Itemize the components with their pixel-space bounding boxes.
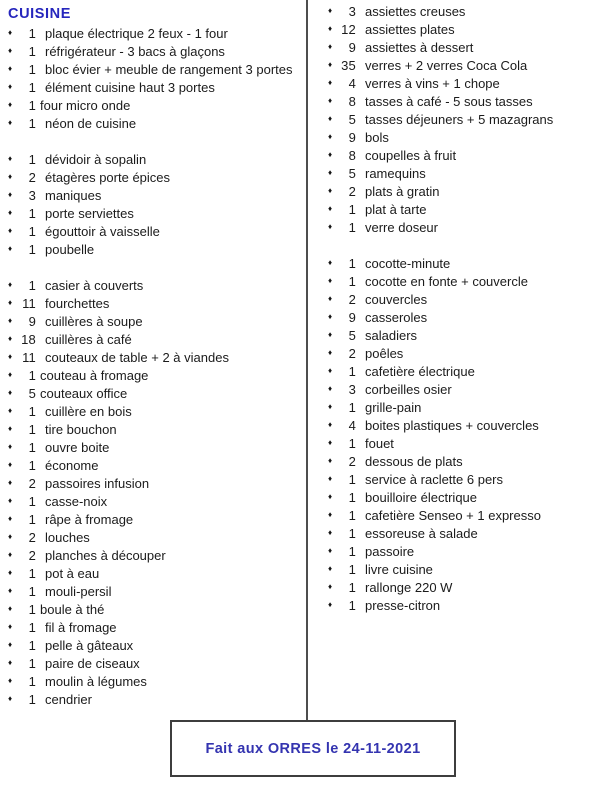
- bullet-diamond-icon: ♦: [8, 568, 13, 577]
- bullet-diamond-icon: ♦: [8, 298, 13, 307]
- item-qty: 18: [21, 331, 36, 347]
- item-label: cuillères à soupe: [45, 313, 143, 329]
- item-label: couteaux de table + 2 à viandes: [45, 349, 229, 365]
- list-item: [6, 510, 306, 528]
- item-qty: 1: [28, 655, 36, 671]
- item-qty: 8: [348, 93, 356, 109]
- list-item: [326, 182, 598, 200]
- item-label: couvercles: [365, 291, 428, 307]
- item-label: plaque électrique 2 feux - 1 four: [45, 25, 228, 41]
- item-label: cendrier: [45, 691, 92, 707]
- bullet-diamond-icon: ♦: [8, 208, 13, 217]
- list-item: [326, 470, 598, 488]
- item-label: fil à fromage: [45, 619, 117, 635]
- bullet-diamond-icon: ♦: [328, 60, 333, 69]
- item-label: dessous de plats: [365, 453, 463, 469]
- item-qty: 1: [28, 277, 36, 293]
- item-qty: 1: [28, 439, 36, 455]
- item-qty: 1: [348, 471, 356, 487]
- list-item: [6, 438, 306, 456]
- list-item: [326, 56, 598, 74]
- bullet-diamond-icon: ♦: [328, 150, 333, 159]
- item-qty: 1: [348, 399, 356, 415]
- item-label: presse-citron: [365, 597, 441, 613]
- item-label: four micro onde: [40, 97, 131, 113]
- item-label: pot à eau: [45, 565, 100, 581]
- item-label: réfrigérateur - 3 bacs à glaçons: [45, 43, 225, 59]
- bullet-diamond-icon: ♦: [8, 172, 13, 181]
- bullet-diamond-icon: ♦: [328, 96, 333, 105]
- item-label: plat à tarte: [365, 201, 427, 217]
- list-item: [326, 110, 598, 128]
- list-item: [326, 596, 598, 614]
- bullet-diamond-icon: ♦: [328, 276, 333, 285]
- list-item: [6, 474, 306, 492]
- bullet-diamond-icon: ♦: [328, 312, 333, 321]
- item-group: [6, 276, 306, 708]
- item-qty: 1: [28, 79, 36, 95]
- item-qty: 1: [28, 367, 36, 383]
- bullet-diamond-icon: ♦: [8, 334, 13, 343]
- item-qty: 5: [348, 111, 356, 127]
- item-qty: 1: [348, 219, 356, 235]
- list-item: [326, 128, 598, 146]
- list-item: [326, 200, 598, 218]
- column-divider: [306, 0, 308, 720]
- list-item: [6, 564, 306, 582]
- bullet-diamond-icon: ♦: [8, 460, 13, 469]
- item-qty: 1: [348, 273, 356, 289]
- bullet-diamond-icon: ♦: [328, 24, 333, 33]
- bullet-diamond-icon: ♦: [328, 204, 333, 213]
- item-label: tasses à café - 5 sous tasses: [365, 93, 533, 109]
- list-item: [326, 92, 598, 110]
- item-label: assiettes plates: [365, 21, 455, 37]
- bullet-diamond-icon: ♦: [8, 622, 13, 631]
- bullet-diamond-icon: ♦: [8, 604, 13, 613]
- bullet-diamond-icon: ♦: [8, 316, 13, 325]
- item-qty: 1: [348, 363, 356, 379]
- list-item: [6, 546, 306, 564]
- bullet-diamond-icon: ♦: [8, 28, 13, 37]
- list-item: [6, 222, 306, 240]
- bullet-diamond-icon: ♦: [8, 640, 13, 649]
- item-qty: 1: [28, 457, 36, 473]
- item-qty: 1: [28, 403, 36, 419]
- list-item: [326, 20, 598, 38]
- item-qty: 5: [348, 165, 356, 181]
- item-label: poubelle: [45, 241, 95, 257]
- list-item: [6, 456, 306, 474]
- list-item: [6, 600, 306, 618]
- list-item: [326, 398, 598, 416]
- bullet-diamond-icon: ♦: [328, 384, 333, 393]
- item-group: [326, 2, 598, 236]
- bullet-diamond-icon: ♦: [8, 370, 13, 379]
- item-label: verres à vins + 1 chope: [365, 75, 500, 91]
- bullet-diamond-icon: ♦: [8, 352, 13, 361]
- list-item: [326, 344, 598, 362]
- item-label: passoire: [365, 543, 415, 559]
- list-item: [326, 560, 598, 578]
- item-qty: 2: [28, 547, 36, 563]
- item-label: casse-noix: [45, 493, 108, 509]
- item-label: cuillères à café: [45, 331, 132, 347]
- list-item: [326, 38, 598, 56]
- list-item: [326, 362, 598, 380]
- list-item: [6, 330, 306, 348]
- item-label: planches à découper: [45, 547, 166, 563]
- bullet-diamond-icon: ♦: [8, 82, 13, 91]
- item-qty: 1: [348, 561, 356, 577]
- list-item: [326, 2, 598, 20]
- item-qty: 2: [28, 529, 36, 545]
- item-qty: 4: [348, 417, 356, 433]
- list-item: [326, 254, 598, 272]
- item-qty: 1: [28, 601, 36, 617]
- bullet-diamond-icon: ♦: [328, 438, 333, 447]
- item-qty: 5: [28, 385, 36, 401]
- bullet-diamond-icon: ♦: [328, 258, 333, 267]
- item-label: couteaux office: [40, 385, 128, 401]
- column-left: [6, 4, 306, 708]
- item-label: dévidoir à sopalin: [45, 151, 147, 167]
- bullet-diamond-icon: ♦: [8, 586, 13, 595]
- list-item: [6, 42, 306, 60]
- list-item: [6, 276, 306, 294]
- right-groups: [326, 2, 598, 614]
- item-label: ramequins: [365, 165, 426, 181]
- list-item: [6, 636, 306, 654]
- item-label: bloc évier + meuble de rangement 3 portes: [45, 61, 293, 77]
- list-item: [6, 384, 306, 402]
- bullet-diamond-icon: ♦: [328, 132, 333, 141]
- item-label: cocotte en fonte + couvercle: [365, 273, 528, 289]
- item-label: néon de cuisine: [45, 115, 137, 131]
- item-qty: 4: [348, 75, 356, 91]
- item-qty: 1: [28, 43, 36, 59]
- list-item: [6, 672, 306, 690]
- list-item: [6, 618, 306, 636]
- bullet-diamond-icon: ♦: [328, 6, 333, 15]
- column-right: [326, 2, 598, 614]
- item-label: couteau à fromage: [40, 367, 149, 383]
- bullet-diamond-icon: ♦: [8, 442, 13, 451]
- item-label: cocotte-minute: [365, 255, 451, 271]
- item-qty: 1: [28, 583, 36, 599]
- bullet-diamond-icon: ♦: [8, 550, 13, 559]
- bullet-diamond-icon: ♦: [8, 406, 13, 415]
- list-item: [326, 434, 598, 452]
- item-qty: 1: [28, 673, 36, 689]
- list-item: [6, 78, 306, 96]
- item-qty: 1: [28, 493, 36, 509]
- list-item: [6, 420, 306, 438]
- bullet-diamond-icon: ♦: [8, 100, 13, 109]
- bullet-diamond-icon: ♦: [8, 244, 13, 253]
- list-item: [6, 492, 306, 510]
- item-qty: 9: [348, 309, 356, 325]
- list-item: [326, 74, 598, 92]
- bullet-diamond-icon: ♦: [8, 676, 13, 685]
- item-qty: 1: [28, 421, 36, 437]
- list-item: [326, 488, 598, 506]
- item-group: [326, 254, 598, 614]
- item-label: grille-pain: [365, 399, 422, 415]
- bullet-diamond-icon: ♦: [8, 514, 13, 523]
- item-label: assiettes à dessert: [365, 39, 474, 55]
- bullet-diamond-icon: ♦: [328, 114, 333, 123]
- bullet-diamond-icon: ♦: [8, 118, 13, 127]
- bullet-diamond-icon: ♦: [328, 186, 333, 195]
- item-label: moulin à légumes: [45, 673, 147, 689]
- list-item: [326, 146, 598, 164]
- list-item: [6, 114, 306, 132]
- item-qty: 1: [28, 205, 36, 221]
- item-label: ouvre boite: [45, 439, 110, 455]
- item-qty: 2: [348, 453, 356, 469]
- bullet-diamond-icon: ♦: [8, 388, 13, 397]
- item-label: élément cuisine haut 3 portes: [45, 79, 215, 95]
- list-item: [326, 218, 598, 236]
- bullet-diamond-icon: ♦: [328, 330, 333, 339]
- bullet-diamond-icon: ♦: [328, 222, 333, 231]
- bullet-diamond-icon: ♦: [328, 366, 333, 375]
- list-item: [6, 528, 306, 546]
- list-item: [326, 308, 598, 326]
- bullet-diamond-icon: ♦: [8, 154, 13, 163]
- item-qty: 1: [348, 525, 356, 541]
- list-item: [326, 290, 598, 308]
- list-item: [326, 380, 598, 398]
- item-qty: 1: [348, 543, 356, 559]
- bullet-diamond-icon: ♦: [8, 496, 13, 505]
- item-group: [6, 150, 306, 258]
- item-qty: 9: [348, 39, 356, 55]
- list-item: [326, 326, 598, 344]
- item-label: boule à thé: [40, 601, 105, 617]
- list-item: [326, 578, 598, 596]
- item-label: fourchettes: [45, 295, 110, 311]
- item-qty: 11: [22, 295, 36, 311]
- bullet-diamond-icon: ♦: [328, 78, 333, 87]
- item-label: casier à couverts: [45, 277, 144, 293]
- item-label: mouli-persil: [45, 583, 112, 599]
- bullet-diamond-icon: ♦: [8, 64, 13, 73]
- bullet-diamond-icon: ♦: [8, 424, 13, 433]
- item-label: tire bouchon: [45, 421, 117, 437]
- bullet-diamond-icon: ♦: [328, 402, 333, 411]
- left-groups: [6, 24, 306, 708]
- item-label: boites plastiques + couvercles: [365, 417, 539, 433]
- list-item: [6, 240, 306, 258]
- list-item: [326, 506, 598, 524]
- item-label: rallonge 220 W: [365, 579, 453, 595]
- item-label: paire de ciseaux: [45, 655, 140, 671]
- item-qty: 8: [348, 147, 356, 163]
- bullet-diamond-icon: ♦: [328, 564, 333, 573]
- item-qty: 2: [348, 291, 356, 307]
- item-label: cuillère en bois: [45, 403, 132, 419]
- item-label: cafetière Senseo + 1 expresso: [365, 507, 541, 523]
- bullet-diamond-icon: ♦: [328, 600, 333, 609]
- list-item: [6, 402, 306, 420]
- item-label: bols: [365, 129, 389, 145]
- list-item: [6, 312, 306, 330]
- list-item: [6, 168, 306, 186]
- bullet-diamond-icon: ♦: [328, 348, 333, 357]
- list-item: [6, 366, 306, 384]
- item-qty: 9: [348, 129, 356, 145]
- item-qty: 2: [28, 475, 36, 491]
- bullet-diamond-icon: ♦: [8, 694, 13, 703]
- item-qty: 1: [28, 223, 36, 239]
- bullet-diamond-icon: ♦: [8, 478, 13, 487]
- item-label: tasses déjeuners + 5 mazagrans: [365, 111, 554, 127]
- list-item: [6, 60, 306, 78]
- item-label: livre cuisine: [365, 561, 433, 577]
- list-item: [6, 150, 306, 168]
- item-qty: 1: [348, 579, 356, 595]
- item-label: assiettes creuses: [365, 3, 466, 19]
- item-label: coupelles à fruit: [365, 147, 457, 163]
- item-label: passoires infusion: [45, 475, 150, 491]
- bullet-diamond-icon: ♦: [328, 474, 333, 483]
- list-item: [6, 24, 306, 42]
- item-label: corbeilles osier: [365, 381, 452, 397]
- item-label: plats à gratin: [365, 183, 440, 199]
- bullet-diamond-icon: ♦: [8, 46, 13, 55]
- item-qty: 2: [348, 183, 356, 199]
- list-item: [6, 186, 306, 204]
- item-qty: 1: [348, 435, 356, 451]
- item-label: porte serviettes: [45, 205, 134, 221]
- item-qty: 1: [28, 565, 36, 581]
- bullet-diamond-icon: ♦: [8, 190, 13, 199]
- item-label: économe: [45, 457, 99, 473]
- item-qty: 9: [28, 313, 36, 329]
- item-qty: 2: [348, 345, 356, 361]
- bullet-diamond-icon: ♦: [328, 582, 333, 591]
- bullet-diamond-icon: ♦: [328, 528, 333, 537]
- bullet-diamond-icon: ♦: [328, 546, 333, 555]
- footer-box: [170, 720, 456, 777]
- item-label: verre doseur: [365, 219, 438, 235]
- item-label: étagères porte épices: [45, 169, 171, 185]
- bullet-diamond-icon: ♦: [328, 168, 333, 177]
- list-item: [326, 272, 598, 290]
- item-qty: 2: [28, 169, 36, 185]
- item-qty: 1: [28, 241, 36, 257]
- item-qty: 12: [341, 21, 356, 37]
- item-label: cafetière électrique: [365, 363, 475, 379]
- bullet-diamond-icon: ♦: [8, 226, 13, 235]
- item-label: casseroles: [365, 309, 428, 325]
- item-label: poêles: [365, 345, 404, 361]
- bullet-diamond-icon: ♦: [328, 294, 333, 303]
- item-label: pelle à gâteaux: [45, 637, 134, 653]
- list-item: [6, 204, 306, 222]
- list-item: [6, 654, 306, 672]
- item-label: bouilloire électrique: [365, 489, 478, 505]
- footer-date: Fait aux ORRES le 24-11-2021: [205, 740, 421, 757]
- bullet-diamond-icon: ♦: [328, 456, 333, 465]
- list-item: [6, 690, 306, 708]
- list-item: [326, 542, 598, 560]
- bullet-diamond-icon: ♦: [328, 420, 333, 429]
- item-qty: 5: [348, 327, 356, 343]
- item-label: râpe à fromage: [45, 511, 134, 527]
- item-label: service à raclette 6 pers: [365, 471, 504, 487]
- list-item: [6, 294, 306, 312]
- item-qty: 3: [348, 3, 356, 19]
- item-qty: 1: [28, 619, 36, 635]
- bullet-diamond-icon: ♦: [8, 280, 13, 289]
- list-item: [6, 96, 306, 114]
- item-label: essoreuse à salade: [365, 525, 478, 541]
- item-qty: 3: [28, 187, 36, 203]
- list-item: [6, 582, 306, 600]
- item-qty: 1: [348, 507, 356, 523]
- item-qty: 11: [22, 349, 36, 365]
- item-qty: 1: [348, 201, 356, 217]
- item-label: louches: [45, 529, 90, 545]
- item-qty: 35: [341, 57, 356, 73]
- item-qty: 1: [28, 151, 36, 167]
- item-qty: 1: [28, 115, 36, 131]
- item-qty: 3: [348, 381, 356, 397]
- bullet-diamond-icon: ♦: [328, 510, 333, 519]
- item-qty: 1: [28, 25, 36, 41]
- list-item: [326, 524, 598, 542]
- list-item: [326, 452, 598, 470]
- item-label: fouet: [365, 435, 394, 451]
- item-qty: 1: [348, 255, 356, 271]
- list-item: [6, 348, 306, 366]
- list-item: [326, 164, 598, 182]
- bullet-diamond-icon: ♦: [328, 42, 333, 51]
- bullet-diamond-icon: ♦: [8, 532, 13, 541]
- bullet-diamond-icon: ♦: [328, 492, 333, 501]
- item-qty: 1: [348, 489, 356, 505]
- item-label: saladiers: [365, 327, 418, 343]
- item-label: maniques: [45, 187, 102, 203]
- bullet-diamond-icon: ♦: [8, 658, 13, 667]
- item-label: égouttoir à vaisselle: [45, 223, 160, 239]
- item-qty: 1: [28, 61, 36, 77]
- item-qty: 1: [348, 597, 356, 613]
- item-qty: 1: [28, 637, 36, 653]
- item-group: [6, 24, 306, 132]
- list-item: [326, 416, 598, 434]
- item-qty: 1: [28, 691, 36, 707]
- item-qty: 1: [28, 97, 36, 113]
- item-label: verres + 2 verres Coca Cola: [365, 57, 528, 73]
- item-qty: 1: [28, 511, 36, 527]
- page-title: CUISINE: [8, 6, 72, 22]
